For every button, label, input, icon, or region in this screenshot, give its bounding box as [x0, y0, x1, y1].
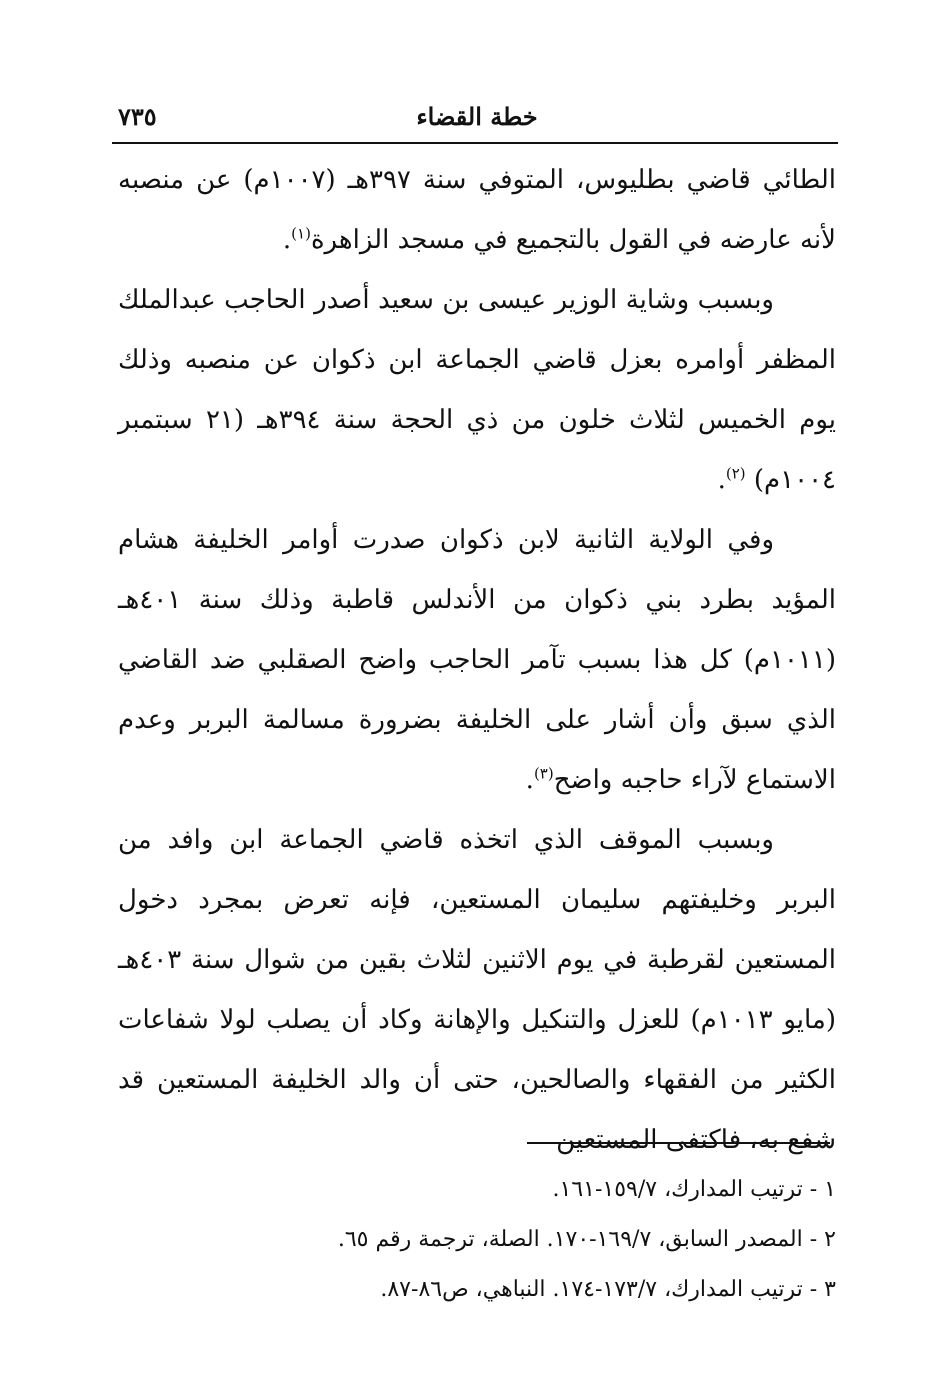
page-header [118, 98, 836, 138]
footnote-ref-1: (١) [291, 224, 311, 243]
paragraph-end: . [717, 465, 726, 495]
header-divider [112, 142, 838, 144]
footnote-divider [527, 1142, 830, 1144]
footnote-3: ٣ - ترتيب المدارك، ١٧٣/٧-١٧٤. النباهي، ص٨٦-٨٧. [380, 1277, 836, 1302]
paragraph-text: وبسبب وشاية الوزير عيسى بن سعيد أصدر الحاجب عبدالملك المظفر أوامره بعزل قاضي الجماعة ابن ذكوان عن منصبه وذلك يوم الخميس لثلاث خلون من ذي الحجة سنة ٣٩٤هـ (٢١ سبتمبر ١٠٠٤م) [118, 285, 836, 495]
footnote-1: ١ - ترتيب المدارك، ١٥٩/٧-١٦١. [552, 1177, 836, 1202]
footnote-ref-3: (٣) [533, 764, 554, 783]
paragraph-end: . [525, 765, 534, 795]
paragraph-text: الطائي قاضي بطليوس، المتوفي سنة ٣٩٧هـ (١٠٠٧م) عن منصبه لأنه عارضه في القول بالتجميع في مسجد الزاهرة [118, 165, 836, 255]
running-title: خطة القضاء [416, 102, 538, 131]
paragraph-text: وفي الولاية الثانية لابن ذكوان صدرت أوامر الخليفة هشام المؤيد بطرد بني ذكوان من الأندلس قاطبة وذلك سنة ٤٠١هـ (١٠١١م) كل هذا بسبب تآمر الحاجب واضح الصقلبي ضد القاضي الذي سبق وأن أشار على الخليفة بضرورة مسالمة البربر وعدم الاستماع لآراء حاجبه واضح [118, 525, 836, 795]
paragraph-2 [118, 270, 836, 510]
footnote-2: ٢ - المصدر السابق، ١٦٩/٧-١٧٠. الصلة، ترجمة رقم ٦٥. [337, 1227, 836, 1252]
paragraph-end: . [282, 225, 292, 255]
paragraph-1 [118, 150, 836, 270]
main-text [118, 150, 836, 1170]
page-number: ٧٣٥ [118, 102, 157, 131]
footnote-ref-2: (٢) [725, 464, 746, 483]
footnotes [118, 1165, 836, 1315]
paragraph-text: وبسبب الموقف الذي اتخذه قاضي الجماعة ابن وافد من البربر وخليفتهم سليمان المستعين، فإنه تعرض بمجرد دخول المستعين لقرطبة في يوم الاثنين لثلاث بقين من شوال سنة ٤٠٣هـ (مايو ١٠١٣م) للعزل والتنكيل والإهانة وكاد أن يصلب لولا شفاعات الكثير من الفقهاء والصالحين، حتى أن والد الخليفة المستعين قد شفع به، فاكتفى المستعين [118, 825, 836, 1155]
paragraph-3 [118, 510, 836, 810]
paragraph-4 [118, 810, 836, 1170]
